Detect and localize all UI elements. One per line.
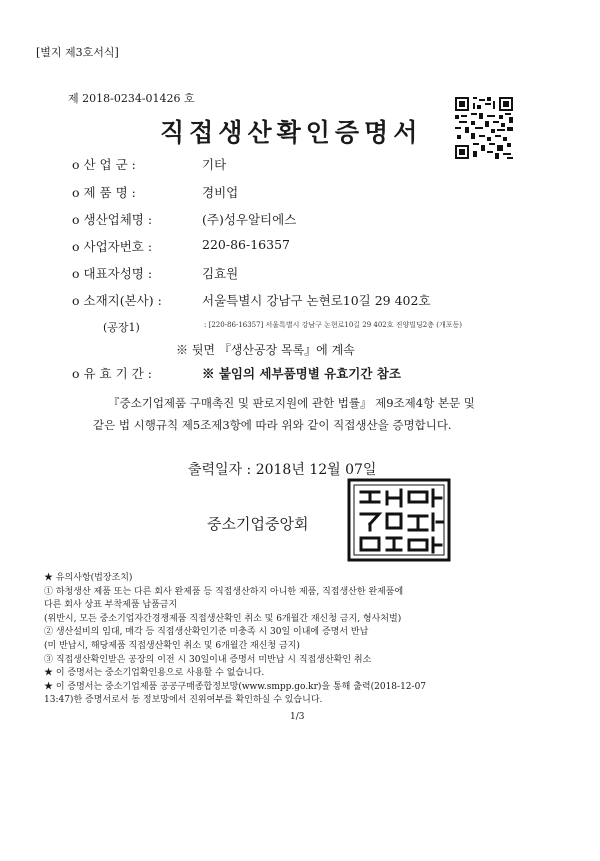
field-label: o 사업자번호 :: [72, 239, 153, 254]
field-value: (주)성우알티에스: [202, 212, 297, 227]
field-label: o 소재지(본사) :: [72, 293, 162, 308]
field-row-manufacturer: [72, 210, 297, 228]
association-name: 중소기업중앙회: [207, 515, 309, 533]
field-value: 서울특별시 강남구 논현로10길 29 402호: [202, 293, 431, 308]
note-line: (미 반납시, 해당제품 직접생산확인 취소 및 6개월간 재신청 금지): [44, 640, 300, 651]
notes-section: [44, 572, 426, 708]
field-value: 김효원: [202, 266, 239, 281]
field-label: o 산 업 군 :: [72, 157, 136, 172]
note-line: ① 하청생산 제품 또는 다른 회사 완제품 등 직접생산하지 아니한 제품, 직접생산한 완제품에: [44, 586, 404, 597]
field-value: 220-86-16357: [202, 237, 290, 252]
continued-note: ※ 뒷면 『생산공장 목록』에 계속: [176, 343, 355, 357]
note-line: 다른 회사 상표 부착제품 납품금지: [44, 600, 178, 611]
certificate-number: 제 2018-0234-01426 호: [68, 92, 195, 105]
note-line: ★ 이 증명서는 중소기업제품 공공구매종합정보망(www.smpp.go.kr)을 통해 출력(2018-12-07: [44, 681, 427, 692]
field-row-product: [72, 183, 239, 201]
note-line: ★ 이 증명서는 중소기업확인용으로 사용할 수 없습니다.: [44, 668, 265, 679]
form-tag: [별지 제3호서식]: [36, 46, 119, 59]
field-value: 기타: [202, 157, 227, 172]
field-row-validity: [72, 364, 401, 382]
factory-label: (공장1): [103, 321, 140, 334]
notes-heading: ★ 유의사항(법장조치): [44, 573, 133, 583]
note-line: 13:47)한 증명서로서 동 정보망에서 진위여부를 확인하실 수 있습니다.: [44, 695, 323, 706]
issue-date: 출력일자 : 2018년 12월 07일: [188, 462, 377, 478]
field-row-industry: [72, 155, 227, 173]
document-title: 직접생산확인증명서: [160, 118, 423, 147]
page-number: 1/3: [290, 712, 305, 722]
note-line: ② 생산설비의 임대, 매각 등 직접생산확인기준 미충족 시 30일 이내에 증명서 반납: [44, 627, 369, 638]
field-row-address: [72, 291, 431, 309]
field-row-representative: [72, 264, 239, 282]
field-value: ※ 붙임의 세부품명별 유효기간 참조: [202, 366, 401, 381]
note-line: (위반시, 모든 중소기업자간경쟁제품 직접생산확인 취소 및 6개월간 재신청 금지, 형사처벌): [44, 613, 402, 624]
field-label: o 유 효 기 간 :: [72, 366, 152, 381]
field-row-business-number: [72, 237, 290, 255]
factory-value: : [220-86-16357] 서울특별시 강남구 논현로10길 29 402호 진양빌딩2층 (개포동): [204, 321, 462, 329]
law-text-line: 『중소기업제품 구매촉진 및 판로지원에 관한 법률』 제9조제4항 본문 및: [108, 396, 475, 410]
law-text-line: 같은 법 시행규칙 제5조제3항에 따라 위와 같이 직접생산을 증명합니다.: [93, 418, 452, 432]
field-label: o 대표자성명 :: [72, 266, 153, 281]
qr-code-icon: [455, 97, 513, 159]
note-line: ③ 직접생산확인받은 공장의 이전 시 30일이내 증명서 미반납 시 직접생산확인 취소: [44, 654, 372, 665]
field-label: o 생산업체명 :: [72, 212, 153, 227]
official-seal-icon: [345, 478, 453, 562]
field-value: 경비업: [202, 185, 239, 200]
field-label: o 제 품 명 :: [72, 185, 136, 200]
